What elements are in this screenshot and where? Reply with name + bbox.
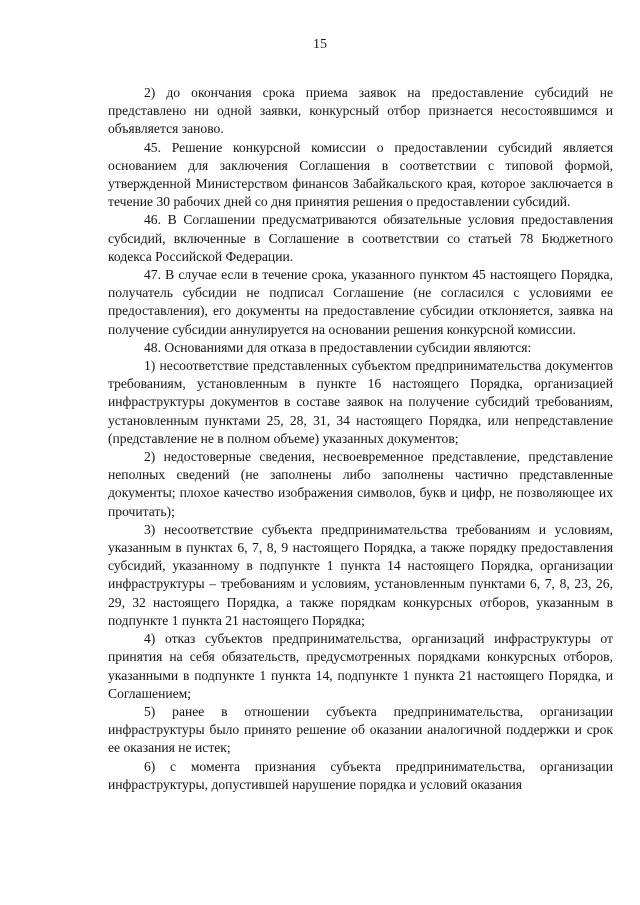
list-item-2-unreliable-info: 2) недостоверные сведения, несвоевременное представление, представление неполных сведений (не заполнены либо заполнены частично представленные документы; плохое качество изображения символов, букв и цифр, не позволяющее их прочитать); — [108, 449, 613, 519]
paragraph-45-agreement-basis: 45. Решение конкурсной комиссии о предоставлении субсидий является основанием для заключения Соглашения в соответствии с типовой формой, утвержденной Министерством финансов Забайкальского края, которое заключается в течение 30 рабочих дней со дня принятия решения о предоставлении субсидий. — [108, 139, 613, 210]
list-item-4-refusal-obligations: 4) отказ субъектов предпринимательства, организаций инфраструктуры от принятия на себя обязательств, предусмотренных порядками конкурсных отборов, указанными в подпункте 1 пункта 14, подпункте 1 пункта 21 настоящего Порядка, и Соглашением; — [108, 631, 613, 701]
paragraph-47-unsigned-agreement: 47. В случае если в течение срока, указанного пунктом 45 настоящего Порядка, получатель субсидии не подписал Соглашение (не согласился с условиями ее предоставления), его документы на предоставление субсидии отклоняется, заявка на получение субсидии аннулируется на основании решения конкурсной комиссии. — [108, 267, 613, 337]
paragraph-48-refusal-grounds: 48. Основаниями для отказа в предоставлении субсидии являются: — [144, 339, 532, 355]
page-number: 15 — [313, 37, 327, 52]
list-item-3-requirements-mismatch: 3) несоответствие субъекта предпринимательства требованиям и условиям, указанным в пунктах 6, 7, 8, 9 настоящего Порядка, а также порядку предоставления субсидий, указанному в подпункте 1 пункта 14 настоящего Порядка, организации инфраструктуры – требованиям и условиям, установленным пунктами 6, 7, 8, 23, 26, 29, 32 настоящего Порядка, а также порядкам конкурсных отборов, указанным в подпункте 1 пункта 21 настоящего Порядка; — [108, 521, 613, 628]
paragraph-46-mandatory-conditions: 46. В Соглашении предусматриваются обязательные условия предоставления субсидий, включенные в Соглашение в соответствии со статьей 78 Бюджетного кодекса Российской Федерации. — [108, 212, 613, 264]
list-item-1-document-mismatch: 1) несоответствие представленных субъектом предпринимательства документов требованиям, установленным в пункте 16 настоящего Порядка, организацией инфраструктуры документов в составе заявок на получение субсидий требованиям, установленным пунктами 25, 28, 31, 34 настоящего Порядка, или непредставление (представление не в полном объеме) указанных документов; — [108, 358, 613, 446]
list-item-5-prior-support: 5) ранее в отношении субъекта предпринимательства, организации инфраструктуры было принято решение об оказании аналогичной поддержки и срок ее оказания не истек; — [108, 703, 613, 756]
document-body — [108, 84, 613, 794]
list-item-6-violation: 6) с момента признания субъекта предпринимательства, организации инфраструктуры, допустившей нарушение порядка и условий оказания — [108, 758, 613, 792]
paragraph-item-2-no-applications: 2) до окончания срока приема заявок на предоставление субсидий не представлено ни одной заявки, конкурсный отбор признается несостоявшимся и объявляется заново. — [108, 85, 613, 137]
